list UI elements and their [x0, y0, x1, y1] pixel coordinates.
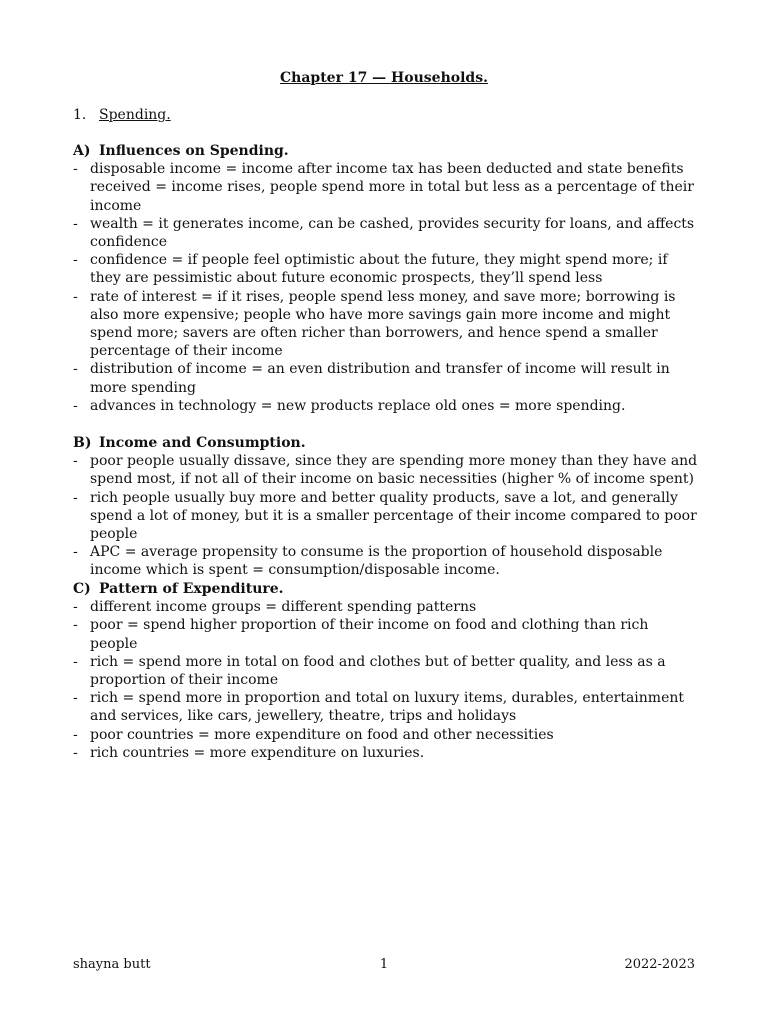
list-item: - confidence = if people feel optimistic about the future, they might spend more; if they are pessimistic about future economic prospects, they’ll spend less: [73, 252, 668, 287]
section-pattern-of-expenditure: [73, 580, 698, 762]
bullet-list: [73, 598, 698, 762]
section-influences-on-spending: [73, 142, 698, 415]
footer-author: shayna butt: [73, 957, 151, 972]
list-item: - disposable income = income after income tax has been deducted and state benefits received = income rises, people spend more in total but less as a percentage of their income: [73, 161, 694, 214]
footer-page-number: 1: [379, 957, 389, 972]
list-item: - poor people usually dissave, since they are spending more money than they have and spend most, if not all of their income on basic necessities (higher % of income spent): [73, 453, 698, 488]
bullet-list: [73, 160, 698, 415]
list-item: - distribution of income = an even distribution and transfer of income will result in more spending: [73, 361, 670, 396]
list-item: - rich countries = more expenditure on luxuries.: [73, 744, 425, 761]
heading-label: Spending.: [99, 107, 171, 123]
list-item: - poor countries = more expenditure on food and other necessities: [73, 726, 554, 743]
list-item: - different income groups = different spending patterns: [73, 599, 477, 616]
list-item: - rich = spend more in proportion and total on luxury items, durables, entertainment and services, like cars, jewellery, theatre, trips and holidays: [73, 690, 684, 725]
list-item: - rich = spend more in total on food and clothes but of better quality, and less as a proportion of their income: [73, 653, 666, 689]
list-item: - APC = average propensity to consume is the proportion of household disposable income which is spent = consumption/disposable income.: [73, 544, 663, 579]
list-item: - rate of interest = if it rises, people spend less money, and save more; borrowing is also more expensive; people who have more savings gain more income and might spend more; savers are often richer than borrowers, and hence spend a smaller percentage of their income: [73, 288, 676, 360]
section-heading: A) Influences on Spending.: [73, 143, 289, 159]
section-heading: B) Income and Consumption.: [73, 435, 306, 451]
section-heading: C) Pattern of Expenditure.: [73, 581, 284, 597]
section-income-and-consumption: [73, 434, 698, 580]
list-item: - rich people usually buy more and better quality products, save a lot, and generally spend a lot of money, but it is a smaller percentage of their income compared to poor people: [73, 489, 697, 543]
list-item: - wealth = it generates income, can be cashed, provides security for loans, and affects confidence: [73, 215, 695, 251]
page-title: Chapter 17 — Households.: [280, 70, 488, 86]
list-item: - advances in technology = new products replace old ones = more spending.: [73, 397, 626, 414]
list-item: - poor = spend higher proportion of their income on food and clothing than rich people: [73, 617, 649, 652]
bullet-list: [73, 452, 698, 579]
footer-year: 2022-2023: [624, 957, 695, 972]
heading-number: 1.: [73, 107, 87, 123]
numbered-heading: [73, 106, 171, 124]
